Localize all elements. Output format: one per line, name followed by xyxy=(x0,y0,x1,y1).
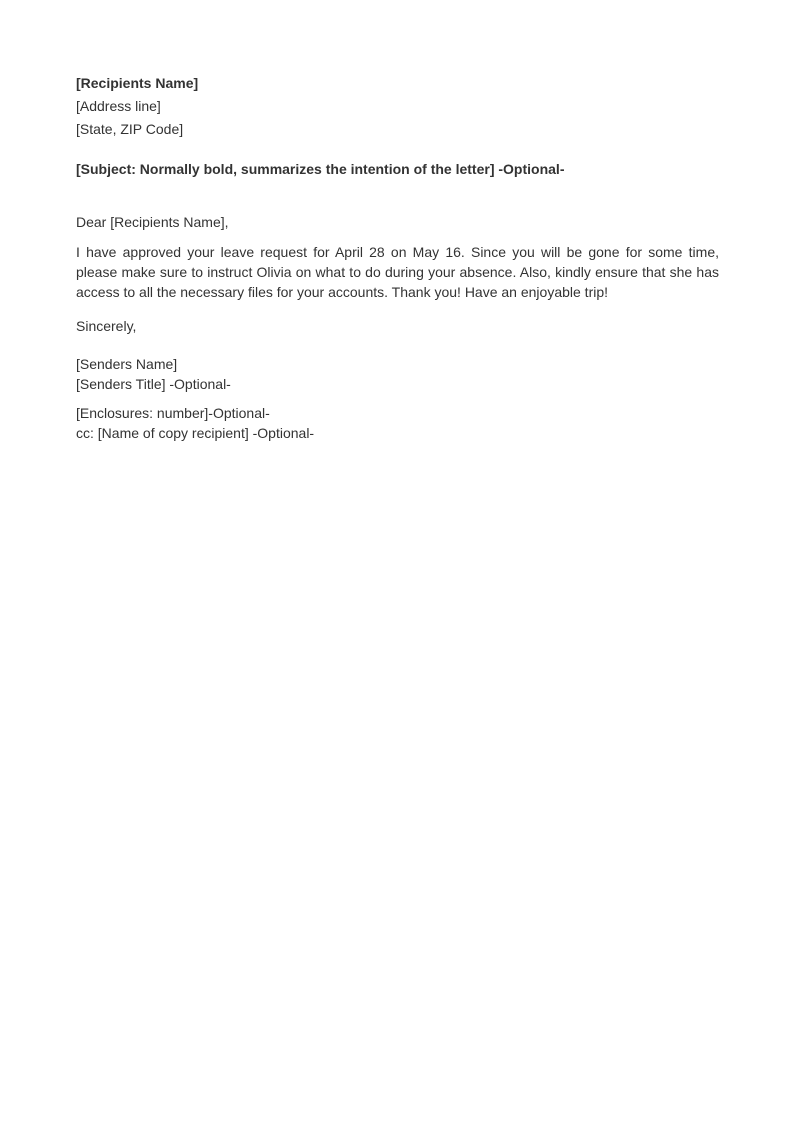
letter-subject: [Subject: Normally bold, summarizes the intention of the letter] -Optional- xyxy=(76,161,565,177)
recipient-address-line: [Address line] xyxy=(76,98,161,114)
letter-body xyxy=(76,73,719,443)
enclosures-line: [Enclosures: number]-Optional- xyxy=(76,405,270,421)
salutation: Dear [Recipients Name], xyxy=(76,214,229,230)
cc-line: cc: [Name of copy recipient] -Optional- xyxy=(76,425,315,441)
letter-paragraph: I have approved your leave request for April 28 on May 16. Since you will be gone for some time, please make sure to instruct Olivia on what to do during your absence. Also, kindly ensure that she has access to all the necessary files for your accounts. Thank you! Have an enjoyable trip! xyxy=(76,244,719,300)
sender-title: [Senders Title] -Optional- xyxy=(76,376,231,392)
recipient-state-zip: [State, ZIP Code] xyxy=(76,121,184,137)
recipient-name: [Recipients Name] xyxy=(76,75,199,91)
sender-name: [Senders Name] xyxy=(76,356,178,372)
closing: Sincerely, xyxy=(76,318,137,334)
